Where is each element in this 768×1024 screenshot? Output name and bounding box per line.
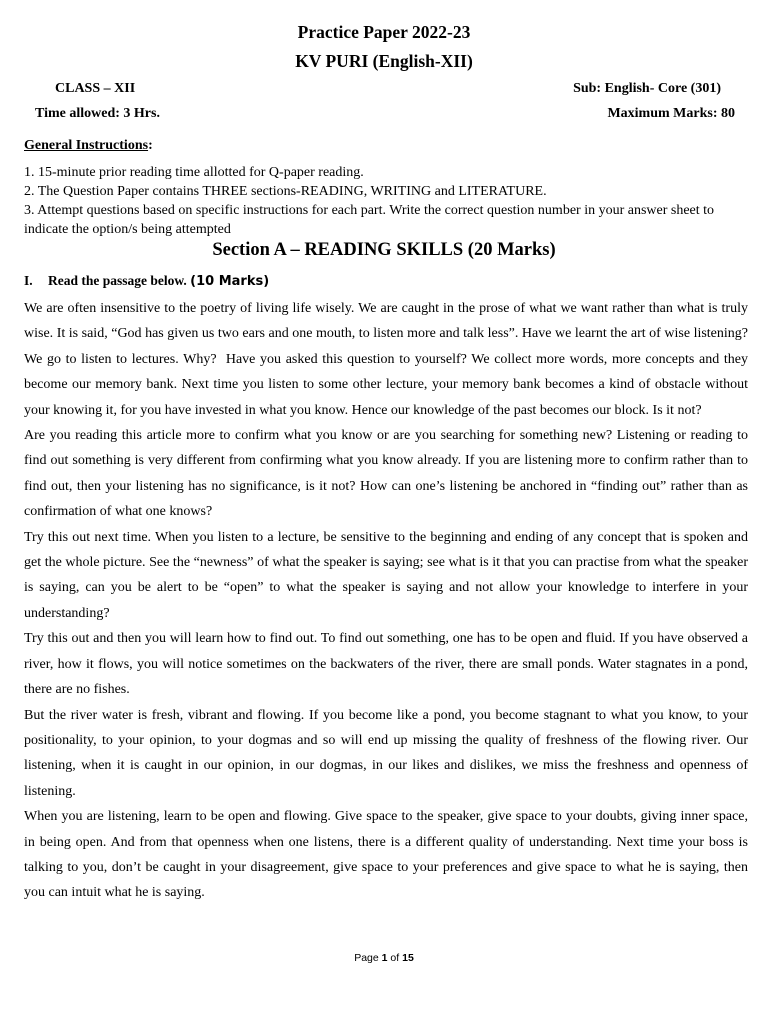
page-word: Page [354, 952, 379, 964]
maximum-marks: Maximum Marks: 80 [607, 106, 735, 121]
instruction-item: 1. 15-minute prior reading time allotted for Q-paper reading. [24, 165, 364, 180]
passage-paragraph: But the river water is fresh, vibrant and flowing. If you become like a pond, you become stagnant to what you know, to your positionality, to your opinion, to your dogmas and so will end up missing the quality of freshness of the flowing river. Our listening, when it is caught in our opinion, in our dogmas, in our likes and dislikes, we miss the freshness and openness of listening. [24, 707, 748, 799]
paper-title: Practice Paper 2022-23 [297, 22, 471, 42]
passage-paragraph: Are you reading this article more to confirm what you know or are you searching for something new? Listening or reading to find out something is very different from confirming what you know already. If you are listening more to confirm rather than to find out, then your listening has no significance, is it not? How can one’s listening be anchored in “finding out” rather than as confirmation of what one knows? [24, 428, 748, 520]
passage-paragraph: When you are listening, learn to be open and flowing. Give space to the speaker, give space to your doubts, giving inner space, in being open. And from that openness when one listens, there is a different quality of understanding. Next time your boss is talking to you, don’t be caught in your disagreement, give space to your preferences and give space to what he is saying, then you can intuit what he is saying. [24, 809, 748, 901]
instructions-list [24, 163, 748, 239]
passage-paragraph: Try this out next time. When you listen to a lecture, be sensitive to the beginning and ending of any concept that is spoken and get the whole picture. See the “newness” of what the speaker is saying; see what is it that you can practise from what the speaker is saying, can you be alert to be “open” to what the speaker is saying and not allow your knowledge to interfere in your understanding? [24, 529, 748, 621]
passage-paragraph: Try this out and then you will learn how to find out. To find out something, one has to be open and fluid. If you have observed a river, how it flows, you will notice sometimes on the backwaters of the river, there are small ponds. Water stagnates in a pond, there are no fishes. [24, 631, 748, 698]
question-text: Read the passage below. [48, 273, 187, 288]
question-marks: (10 Marks) [190, 274, 270, 289]
passage-paragraph: We are often insensitive to the poetry of living life wisely. We are caught in the prose of what we want rather than what is truly wise. It is said, “God has given us two ears and one mouth, to listen more and talk less”. Have we learnt the art of wise listening? We go to listen to lectures. Why? Have you asked this question to yourself? We collect more words, more concepts and they become our memory bank. Next time you listen to some other lecture, your memory bank becomes a kind of obstacle without your knowing it, for you have invested in what you know. Hence our knowledge of the past becomes our block. Is it not? [24, 301, 748, 418]
section-title: Section A – READING SKILLS (20 Marks) [212, 240, 556, 260]
page-current: 1 [381, 952, 388, 964]
question-number: I. [24, 273, 33, 288]
page-of: of [390, 952, 400, 964]
subject-label: Sub: English- Core (301) [573, 81, 721, 96]
class-label: CLASS – XII [55, 81, 136, 96]
general-instructions-heading [24, 137, 153, 155]
paper-subtitle: KV PURI (English-XII) [295, 51, 473, 71]
page-footer [0, 951, 768, 965]
reading-passage [24, 296, 748, 906]
general-instructions-colon: : [148, 138, 153, 153]
time-allowed: Time allowed: 3 Hrs. [35, 106, 160, 121]
question-heading [24, 272, 269, 291]
instruction-item: 3. Attempt questions based on specific instructions for each part. Write the correct question number in your answer sheet to indicate the option/s being attempted [24, 203, 715, 237]
instruction-item: 2. The Question Paper contains THREE sections-READING, WRITING and LITERATURE. [24, 184, 547, 199]
general-instructions-heading-text: General Instructions [24, 138, 149, 153]
page-total: 15 [402, 952, 414, 964]
